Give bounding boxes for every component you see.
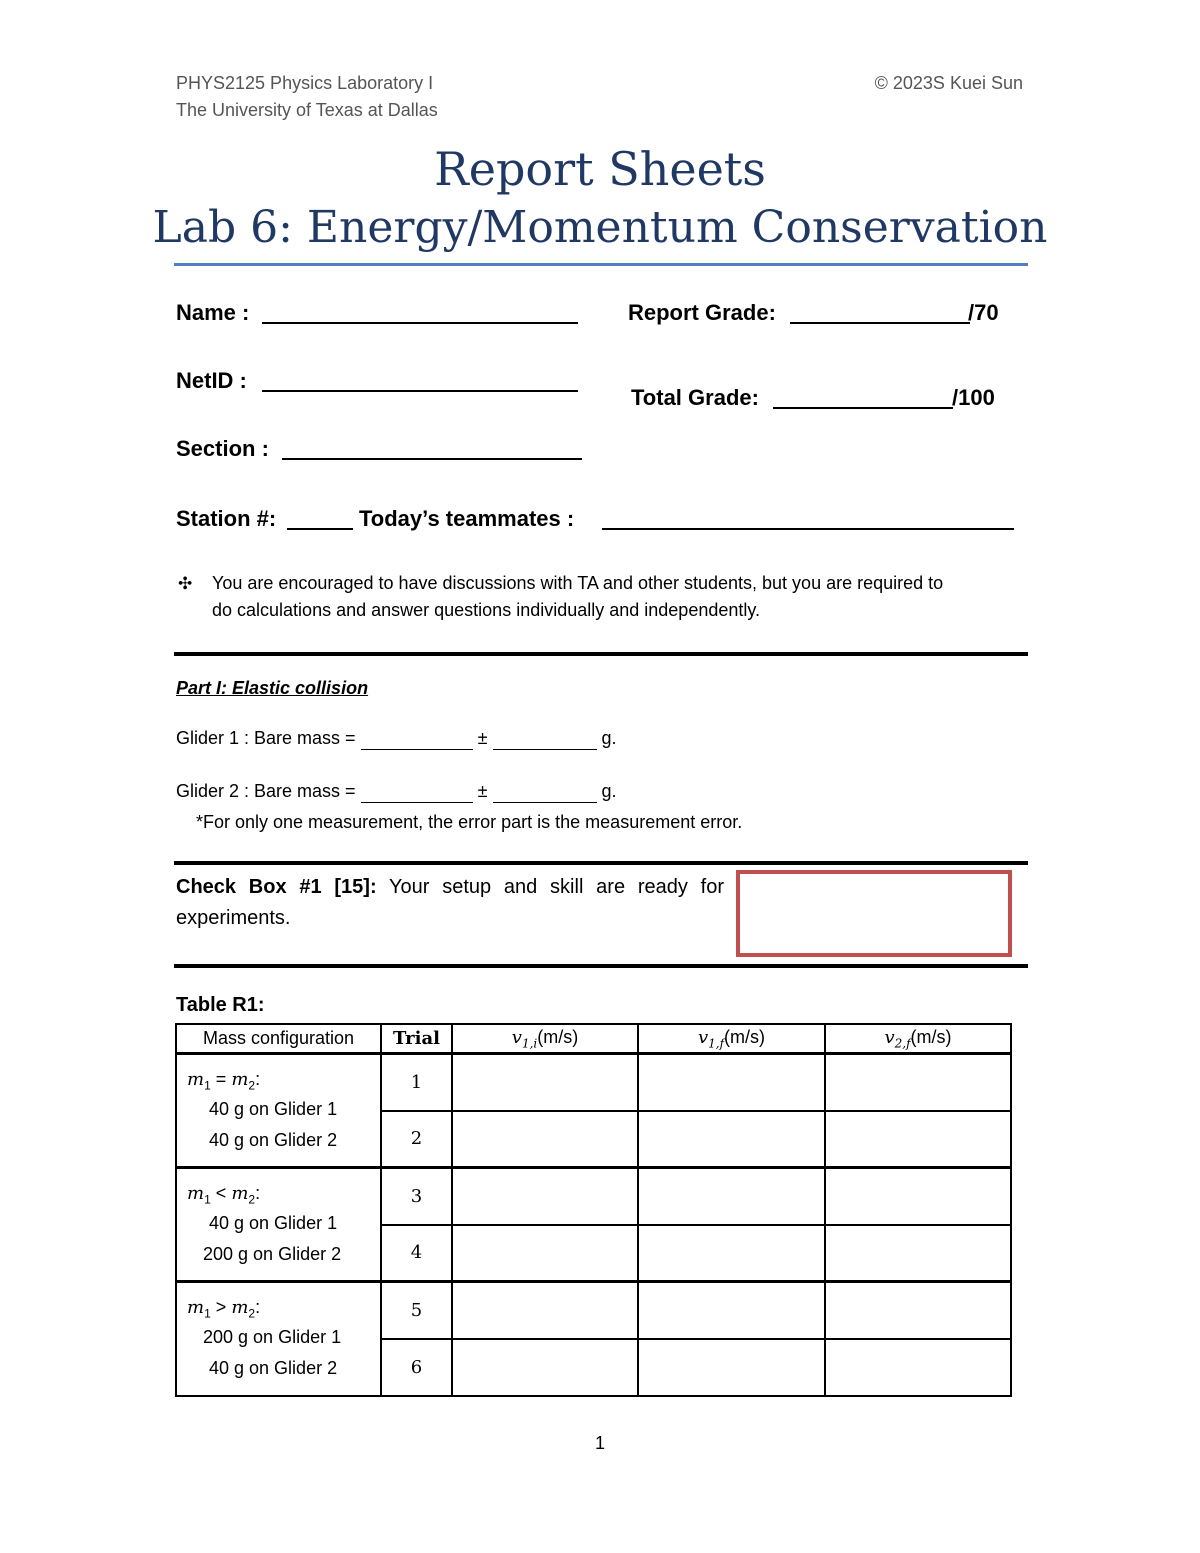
name-field[interactable] (262, 322, 578, 324)
station-label: Station #: (176, 506, 277, 531)
glider1-unit: g. (601, 728, 617, 748)
glider2-mass-field[interactable] (361, 781, 473, 803)
checkbox-line-2: experiments. (176, 907, 291, 929)
checkbox-bottom-rule (174, 964, 1028, 968)
header-trial: Trial (381, 1024, 452, 1054)
copyright: © 2023S Kuei Sun (874, 73, 1023, 93)
table-row (176, 1054, 1011, 1111)
v1i-input[interactable] (452, 1111, 638, 1168)
footnote: *For only one measurement, the error part is the measurement error. (196, 812, 743, 832)
note-line-2: do calculations and answer questions individually and independently. (212, 600, 761, 620)
trial-number: 5 (381, 1282, 452, 1339)
v2f-input[interactable] (825, 1111, 1011, 1168)
note-line-1: You are encouraged to have discussions with TA and other students, but you are required to (212, 573, 944, 593)
section-divider (174, 652, 1028, 656)
trial-number: 4 (381, 1225, 452, 1282)
v1i-input[interactable] (452, 1168, 638, 1225)
total-grade-label: Total Grade: (631, 385, 759, 410)
checkbox-signoff-box[interactable] (736, 870, 1012, 957)
checkbox-label: Check Box #1 [15]: (176, 876, 377, 898)
glider1-row (176, 728, 617, 750)
glider1-error-field[interactable] (493, 728, 597, 750)
course-name: PHYS2125 Physics Laboratory I (176, 73, 434, 93)
v2f-input[interactable] (825, 1282, 1011, 1339)
v1f-input[interactable] (638, 1225, 825, 1282)
glider1-label: Glider 1 : Bare mass = (176, 728, 356, 748)
glider2-row (176, 781, 617, 803)
name-label: Name : (176, 300, 250, 325)
v1i-input[interactable] (452, 1339, 638, 1396)
v1f-input[interactable] (638, 1282, 825, 1339)
v1f-input[interactable] (638, 1168, 825, 1225)
report-grade-max: /70 (968, 300, 999, 325)
v1i-input[interactable] (452, 1282, 638, 1339)
plus-minus: ± (477, 728, 488, 748)
report-grade-label: Report Grade: (628, 300, 776, 325)
v2f-input[interactable] (825, 1168, 1011, 1225)
checkbox-top-rule (174, 861, 1028, 865)
title-rule (174, 263, 1028, 266)
mass-config-cell: $m_1 < m_2$: 40 g on Glider 1 200 g on Glider 2 (176, 1168, 381, 1282)
header-v1i: $v_{1,i}(m/s)$ (452, 1024, 638, 1054)
plus-minus: ± (477, 781, 488, 801)
station-field[interactable] (287, 528, 353, 530)
netid-field[interactable] (262, 390, 578, 392)
v1f-input[interactable] (638, 1054, 825, 1111)
v1i-input[interactable] (452, 1054, 638, 1111)
part1-heading: Part I: Elastic collision (176, 678, 369, 698)
v2f-input[interactable] (825, 1054, 1011, 1111)
mass-config-cell: $m_1 > m_2$: 200 g on Glider 1 40 g on Glider 2 (176, 1282, 381, 1396)
total-grade-max: /100 (952, 385, 995, 410)
checkbox-line-1 (176, 876, 724, 899)
checkbox-text: Your setup and skill are ready for (389, 876, 724, 898)
bullet-icon: ✣ (178, 574, 193, 593)
report-grade-field[interactable] (790, 322, 970, 324)
table-r1 (175, 1023, 1012, 1397)
trial-number: 6 (381, 1339, 452, 1396)
v2f-input[interactable] (825, 1225, 1011, 1282)
teammates-label: Today’s teammates : (359, 506, 575, 531)
glider1-mass-field[interactable] (361, 728, 473, 750)
page-number: 1 (594, 1433, 605, 1453)
section-label: Section : (176, 436, 269, 461)
total-grade-field[interactable] (773, 407, 953, 409)
table-title: Table R1: (176, 994, 265, 1016)
teammates-field[interactable] (602, 528, 1014, 530)
v1f-input[interactable] (638, 1339, 825, 1396)
table-row (176, 1168, 1011, 1225)
header-v2f: $v_{2,f}(m/s)$ (825, 1024, 1011, 1054)
v2f-input[interactable] (825, 1339, 1011, 1396)
mass-config-cell: $m_1 = m_2$: 40 g on Glider 1 40 g on Glider 2 (176, 1054, 381, 1168)
university-name: The University of Texas at Dallas (176, 100, 438, 120)
table-row (176, 1282, 1011, 1339)
trial-number: 1 (381, 1054, 452, 1111)
v1f-input[interactable] (638, 1111, 825, 1168)
netid-label: NetID : (176, 368, 247, 393)
v1i-input[interactable] (452, 1225, 638, 1282)
trial-number: 3 (381, 1168, 452, 1225)
lab-title: Lab 6: Energy/Momentum Conservation (152, 202, 1048, 253)
header-v1f: $v_{1,f}(m/s)$ (638, 1024, 825, 1054)
page-title: Report Sheets (434, 142, 766, 196)
section-field[interactable] (282, 458, 582, 460)
glider2-label: Glider 2 : Bare mass = (176, 781, 356, 801)
glider2-unit: g. (601, 781, 617, 801)
glider2-error-field[interactable] (493, 781, 597, 803)
header-mass-config: Mass configuration (176, 1024, 381, 1054)
trial-number: 2 (381, 1111, 452, 1168)
